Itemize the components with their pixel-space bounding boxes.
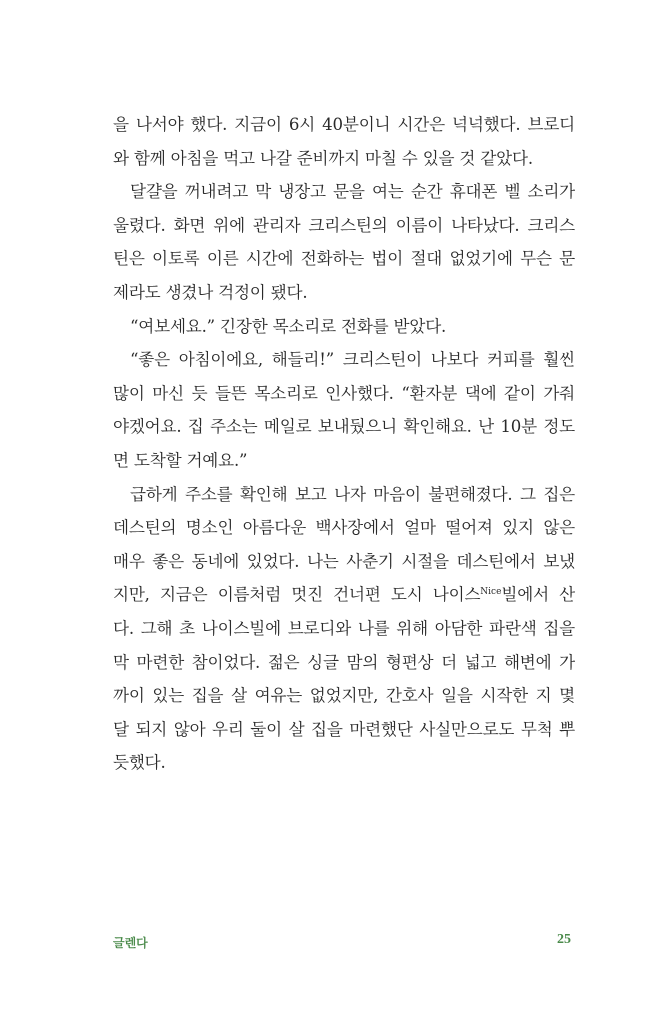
body-text: [113, 108, 575, 780]
text-line: 까이 있는 집을 살 여유는 없었지만, 간호사 일을 시작한 지 몇: [113, 686, 575, 706]
text-segment: 빌에서 산: [501, 585, 575, 605]
text-line: 매우 좋은 동네에 있었다. 나는 사춘기 시절을 데스틴에서 보냈: [113, 551, 575, 571]
text-line: 급하게 주소를 확인해 보고 나자 마음이 불편해졌다. 그 집은: [130, 484, 575, 504]
annotation-superscript: Nice: [480, 587, 502, 598]
text-line: 데스틴의 명소인 아름다운 백사장에서 얼마 떨어져 있지 않은: [113, 518, 575, 538]
text-line: “좋은 아침이에요, 해들리!” 크리스틴이 나보다 커피를 훨씬: [130, 350, 575, 370]
page-number: 25: [557, 932, 571, 947]
text-line: 틴은 이토록 이른 시간에 전화하는 법이 절대 없었기에 무슨 문: [113, 249, 575, 269]
running-footer-title: 글렌다: [113, 936, 148, 950]
text-line: 을 나서야 했다. 지금이 6시 40분이니 시간은 넉넉했다. 브로디: [113, 115, 575, 134]
text-line: 야겠어요. 집 주소는 메일로 보내뒀으니 확인해요. 난 10분 정도: [113, 417, 575, 437]
text-line: 달 되지 않아 우리 둘이 살 집을 마련했단 사실만으로도 무척 뿌: [113, 719, 575, 739]
text-line: [113, 578, 575, 612]
text-line: 듯했다.: [113, 753, 166, 773]
text-line: 달걀을 꺼내려고 막 냉장고 문을 여는 순간 휴대폰 벨 소리가: [130, 182, 575, 202]
text-line: 울렸다. 화면 위에 관리자 크리스틴의 이름이 나타났다. 크리스: [113, 215, 575, 235]
text-line: 다. 그해 초 나이스빌에 브로디와 나를 위해 아담한 파란색 집을: [113, 618, 575, 638]
text-line: 막 마련한 참이었다. 젊은 싱글 맘의 형편상 더 넓고 해변에 가: [113, 652, 575, 672]
text-line: 면 도착할 거예요.”: [113, 450, 248, 470]
text-line: 와 함께 아침을 먹고 나갈 준비까지 마칠 수 있을 것 같았다.: [113, 148, 533, 168]
text-segment: 지만, 지금은 이름처럼 멋진 건너편 도시 나이스: [113, 585, 481, 605]
text-line: 많이 마신 듯 들뜬 목소리로 인사했다. “환자분 댁에 같이 가줘: [113, 383, 575, 403]
text-line: 제라도 생겼나 걱정이 됐다.: [113, 282, 308, 302]
text-line: “여보세요.” 긴장한 목소리로 전화를 받았다.: [130, 316, 447, 336]
